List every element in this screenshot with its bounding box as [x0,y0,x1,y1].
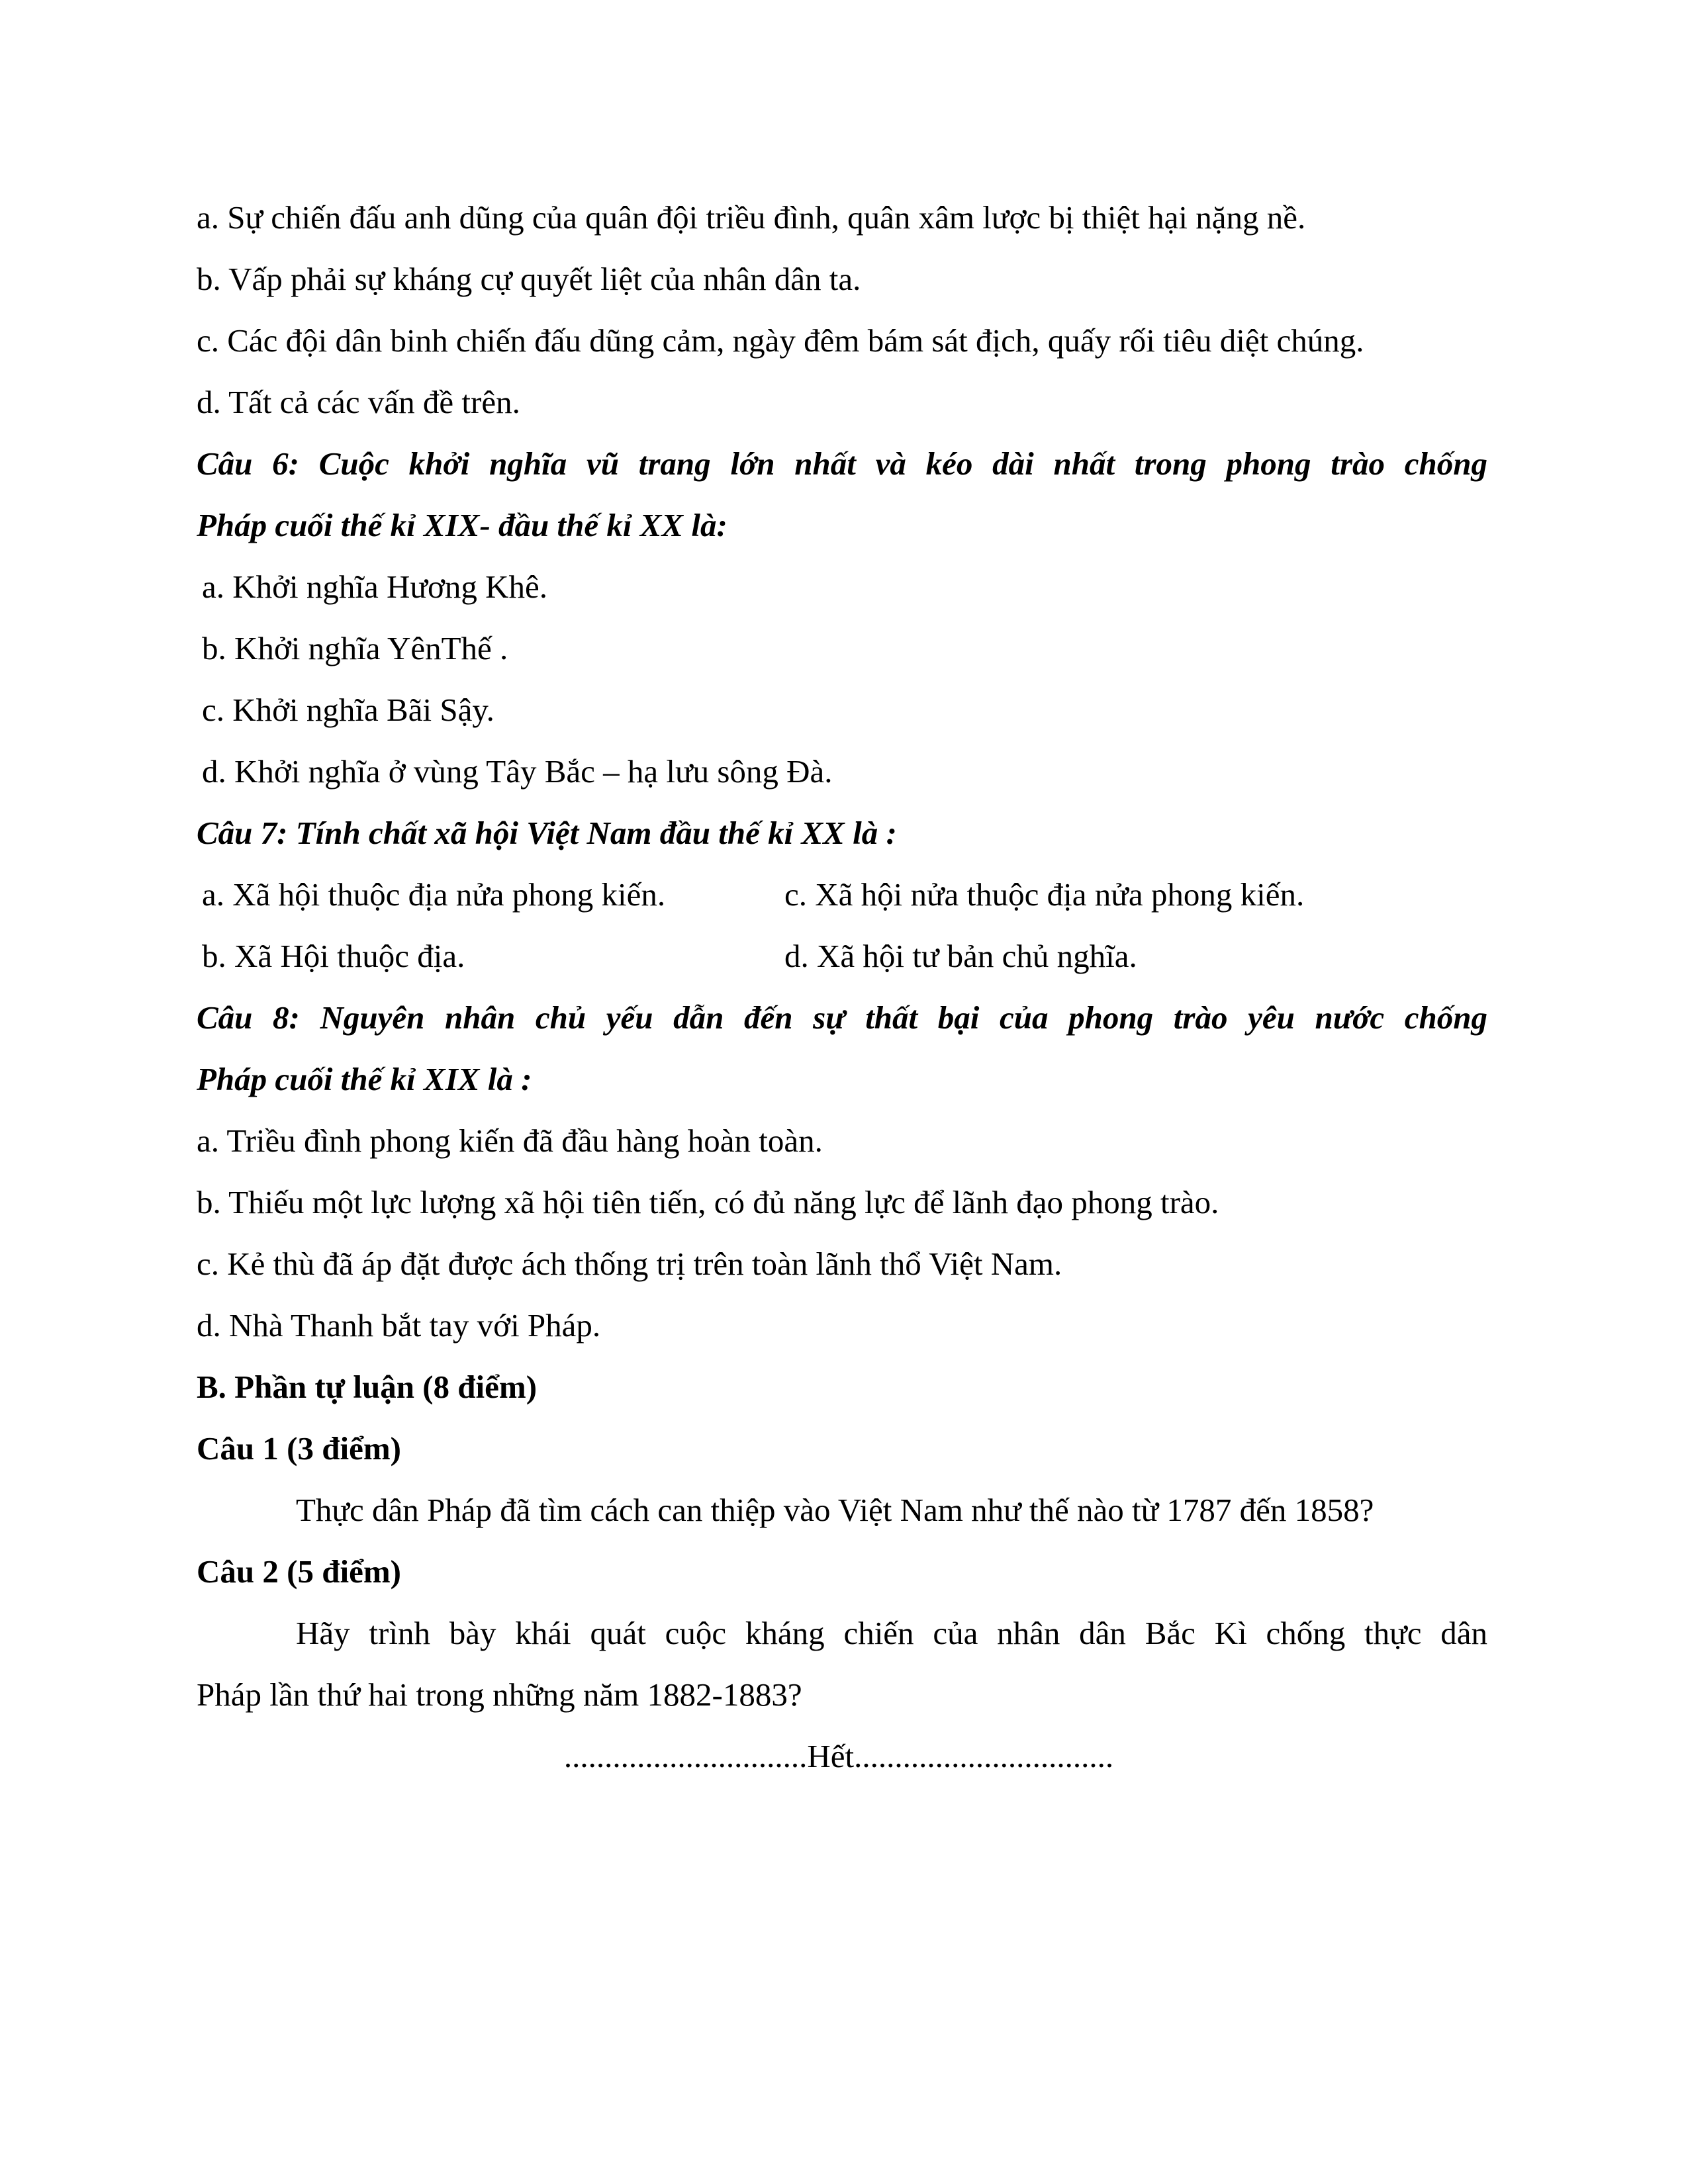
essay-q2-text-line2: Pháp lần thứ hai trong những năm 1882-1883? [197,1676,802,1713]
q6-option-d: d. Khởi nghĩa ở vùng Tây Bắc – hạ lưu sông Đà. [202,753,833,790]
exam-content [197,187,1487,1787]
part-b-title: B. Phần tự luận (8 điểm) [197,1369,538,1405]
q7-option-d: d. Xã hội tư bản chủ nghĩa. [784,938,1137,974]
essay-q1-title: Câu 1 (3 điểm) [197,1430,401,1467]
essay-q1-text: Thực dân Pháp đã tìm cách can thiệp vào Việt Nam như thế nào từ 1787 đến 1858? [296,1492,1374,1528]
q7-option-c: c. Xã hội nửa thuộc địa nửa phong kiến. [784,876,1305,913]
q5-option-a: a. Sự chiến đấu anh dũng của quân đội triều đình, quân xâm lược bị thiệt hại nặng nề. [197,199,1306,236]
essay-q2-title: Câu 2 (5 điểm) [197,1553,401,1590]
q8-option-b: b. Thiếu một lực lượng xã hội tiên tiến, có đủ năng lực để lãnh đạo phong trào. [197,1184,1219,1220]
q8-option-d: d. Nhà Thanh bắt tay với Pháp. [197,1307,601,1343]
q7-option-a: a. Xã hội thuộc địa nửa phong kiến. [202,876,666,913]
q5-option-b: b. Vấp phải sự kháng cự quyết liệt của nhân dân ta. [197,261,861,297]
q6-option-c: c. Khởi nghĩa Bãi Sậy. [202,692,494,728]
q6-option-a: a. Khởi nghĩa Hương Khê. [202,569,548,605]
q5-option-c: c. Các đội dân binh chiến đấu dũng cảm, ngày đêm bám sát địch, quấy rối tiêu diệt chúng. [197,322,1364,359]
q5-option-d: d. Tất cả các vấn đề trên. [197,384,520,420]
essay-q2-text-line1: Hãy trình bày khái quát cuộc kháng chiến của nhân dân Bắc Kì chống thực dân [296,1615,1487,1651]
q8-option-a: a. Triều đình phong kiến đã đầu hàng hoàn toàn. [197,1122,823,1159]
q7-option-b: b. Xã Hội thuộc địa. [202,938,465,974]
q8-option-c: c. Kẻ thù đã áp đặt được ách thống trị trên toàn lãnh thổ Việt Nam. [197,1246,1062,1282]
q6-option-b: b. Khởi nghĩa YênThế . [202,630,508,666]
q7-title: Câu 7: Tính chất xã hội Việt Nam đầu thế kỉ XX là : [197,815,897,851]
q7-options-row-2 [197,925,1487,987]
q7-options-row-1 [197,864,1487,925]
q8-title-line2: Pháp cuối thế kỉ XIX là : [197,1061,532,1097]
q6-title-line1: Câu 6: Cuộc khởi nghĩa vũ trang lớn nhất và kéo dài nhất trong phong trào chống [197,445,1487,482]
end-marker: ..............................Hết................................ [563,1738,1114,1774]
q6-title-line2: Pháp cuối thế kỉ XIX- đầu thế kỉ XX là: [197,507,727,543]
q8-title-line1: Câu 8: Nguyên nhân chủ yếu dẫn đến sự thất bại của phong trào yêu nước chống [197,999,1487,1036]
